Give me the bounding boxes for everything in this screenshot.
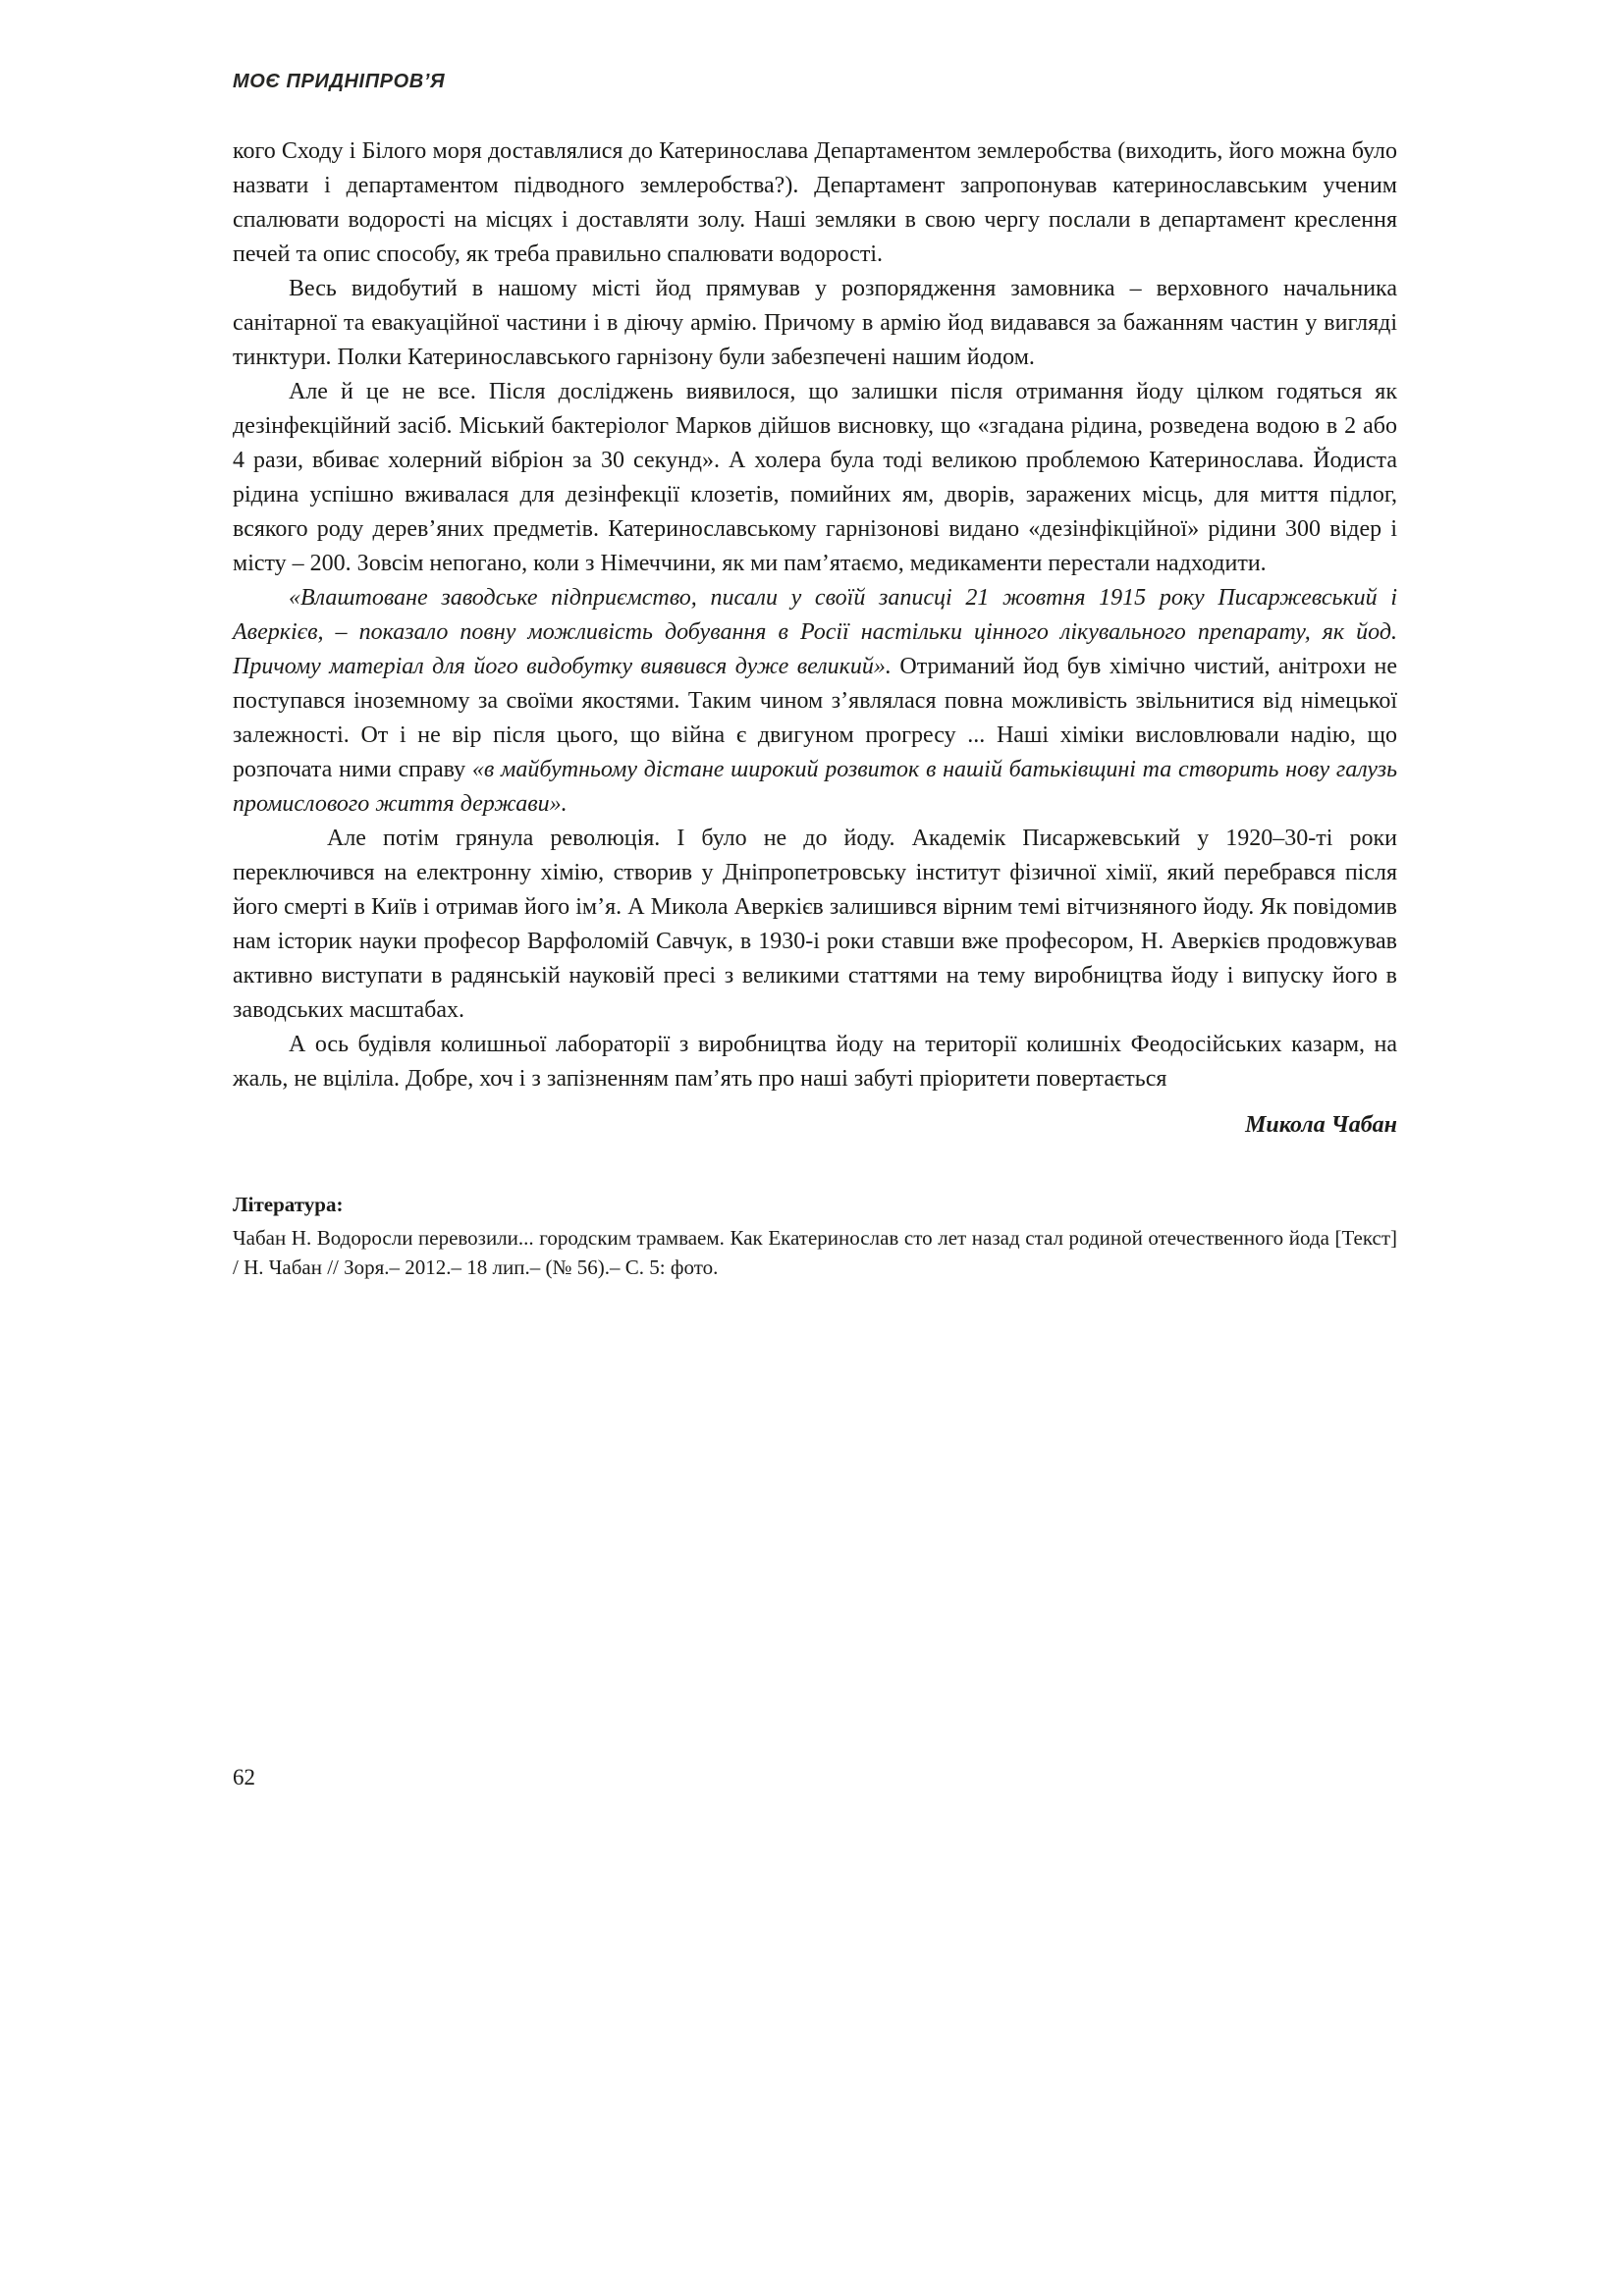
- literature-entry: Чабан Н. Водоросли перевозили... городским трамваем. Как Екатеринослав сто лет назад стал родиной отечественного йода [Текст] / Н. Чабан // Зоря.– 2012.– 18 лип.– (№ 56).– С. 5: фото.: [233, 1226, 1397, 1279]
- paragraph: [233, 134, 1397, 272]
- text-run: «Влаштоване заводське підприємство, писали у своїй записці 21 жовтня 1915 року Писаржевський і Аверкієв, – показало повну можливість добування в Росії настільки цінного лікувального препарату, як йод. Причому матеріал для його видобутку виявився дуже великий».: [233, 585, 1397, 679]
- paragraph: [233, 1028, 1397, 1096]
- page-content: [233, 71, 1397, 1282]
- text-run: кого Сходу і Білого моря доставлялися до Катеринослава Департаментом землеробства (виходить, його можна було назвати і департаментом підводного землеробства?). Департамент запропонував катеринославським ученим спалювати водорості на місцях і доставляти золу. Наші земляки в свою чергу послали в департамент креслення печей та опис способу, як треба правильно спалювати водорості.: [233, 138, 1397, 267]
- text-run: Але потім грянула революція. І було не до йоду. Академік Писаржевський у 1920–30-ті роки переключився на електронну хімію, створив у Дніпропетровську інститут фізичної хімії, який перебрався після його смерті в Київ і отримав його ім’я. А Микола Аверкієв залишився вірним темі вітчизняного йоду. Як повідомив нам історик науки професор Варфоломій Савчук, в 1930-і роки ставши вже професором, Н. Аверкієв продовжував активно виступати в радянській науковій пресі з великими статтями на тему виробництва йоду і випуску його в заводських масштабах.: [233, 826, 1397, 1023]
- literature-heading: Література:: [233, 1193, 344, 1216]
- text-run: «в майбутньому дістане широкий розвиток в нашій батьківщині та створить нову галузь промислового життя держави».: [233, 757, 1397, 817]
- text-run: Отриманий йод був хімічно чистий, анітрохи не поступався іноземному за своїми якостями. Таким чином з’являлася повна можливість звільнитися від німецької залежності. От і не вір після цього, що війна є двигуном прогресу ... Наші хіміки висловлювали надію, що розпочата ними справу: [233, 654, 1398, 782]
- paragraph: [233, 822, 1397, 1028]
- running-head: МОЄ ПРИДНІПРОВ’Я: [233, 71, 446, 92]
- paragraph: [233, 272, 1397, 375]
- page-number: 62: [233, 1765, 255, 1789]
- paragraph: [233, 375, 1397, 581]
- article-body: [233, 134, 1397, 1096]
- text-run: Весь видобутий в нашому місті йод прямував у розпорядження замовника – верховного начальника санітарної та евакуаційної частини і в діючу армію. Причому в армію йод видавався за бажанням частин у вигляді тинктури. Полки Катеринославського гарнізону були забезпечені нашим йодом.: [233, 276, 1397, 370]
- author-signature: Микола Чабан: [1245, 1112, 1397, 1138]
- literature-section: [233, 1190, 1397, 1282]
- text-run: А ось будівля колишньої лабораторії з виробництва йоду на території колишніх Феодосійських казарм, на жаль, не вціліла. Добре, хоч і з запізненням пам’ять про наші забуті пріоритети повертається: [233, 1032, 1397, 1092]
- text-run: Але й це не все. Після досліджень виявилося, що залишки після отримання йоду цілком годяться як дезінфекційний засіб. Міський бактеріолог Марков дійшов висновку, що «згадана рідина, розведена водою в 2 або 4 рази, вбиває холерний вібріон за 30 секунд». А холера була тоді великою проблемою Катеринослава. Йодиста рідина успішно вживалася для дезінфекції клозетів, помийних ям, дворів, заражених місць, для миття підлог, всякого роду дерев’яних предметів. Катеринославському гарнізонові видано «дезінфікційної» рідини 300 відер і місту – 200. Зовсім непогано, коли з Німеччини, як ми пам’ятаємо, медикаменти перестали надходити.: [233, 379, 1397, 576]
- paragraph: [233, 581, 1397, 822]
